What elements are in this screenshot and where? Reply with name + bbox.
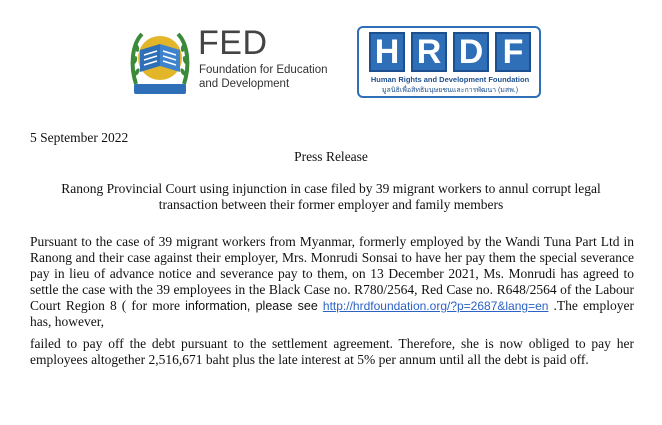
hrdf-logo xyxy=(357,26,541,98)
hrdf-english-name: Human Rights and Development Foundation xyxy=(370,75,530,84)
body-text-part1: Pursuant to the case of 39 migrant workers from Myanmar, formerly employed by the Wandi Tuna Part Ltd in Ranong and their case against their employer, Mrs. Monrudi Sonsai to have her pay them the special severance pay in lieu of advance notice and severance pay to them, on 13 December 2021, Ms. Monrudi has agreed to settle the case with the 39 employees in the Black Case no. R780/2564, Red Case no. R648/2564 of the Labour Court Region 8 ( for more xyxy=(30,234,634,313)
hrdf-letter-h: H xyxy=(369,32,405,72)
fed-subtitle-line1: Foundation for Education xyxy=(199,64,328,76)
release-date: 5 September 2022 xyxy=(30,130,129,145)
hrdf-letters xyxy=(369,32,531,72)
body-text-part3: failed to pay off the debt pursuant to the settlement agreement. Therefore, she is now obliged to pay her employees altogether 2,516,671 baht plus the late interest at 5% per annum until all the debt is paid off. xyxy=(30,336,634,367)
hrdf-letter-r: R xyxy=(411,32,447,72)
hrdf-article-link[interactable]: http://hrdfoundation.org/?p=2687&lang=en xyxy=(322,299,549,313)
press-release-title: Ranong Provincial Court using injunction in case filed by 39 migrant workers to annul corrupt legal transaction between their former employer and family members xyxy=(61,181,601,212)
fed-subtitle-line2: and Development xyxy=(199,78,290,90)
document-heading: Press Release xyxy=(294,149,368,164)
hrdf-letter-d: D xyxy=(453,32,489,72)
body-paragraph xyxy=(30,234,634,368)
body-text-information: information, please see xyxy=(185,299,318,313)
fed-title: FED xyxy=(198,24,268,62)
hrdf-letter-f: F xyxy=(495,32,531,72)
fed-book-emblem-icon xyxy=(128,26,192,98)
fed-logo xyxy=(128,26,328,106)
logo-header xyxy=(0,18,662,108)
hrdf-thai-name: มูลนิธิเพื่อสิทธิมนุษยชนและการพัฒนา (มสพ.) xyxy=(381,87,519,94)
body-text-part2: .The employer has, however, xyxy=(30,298,634,329)
